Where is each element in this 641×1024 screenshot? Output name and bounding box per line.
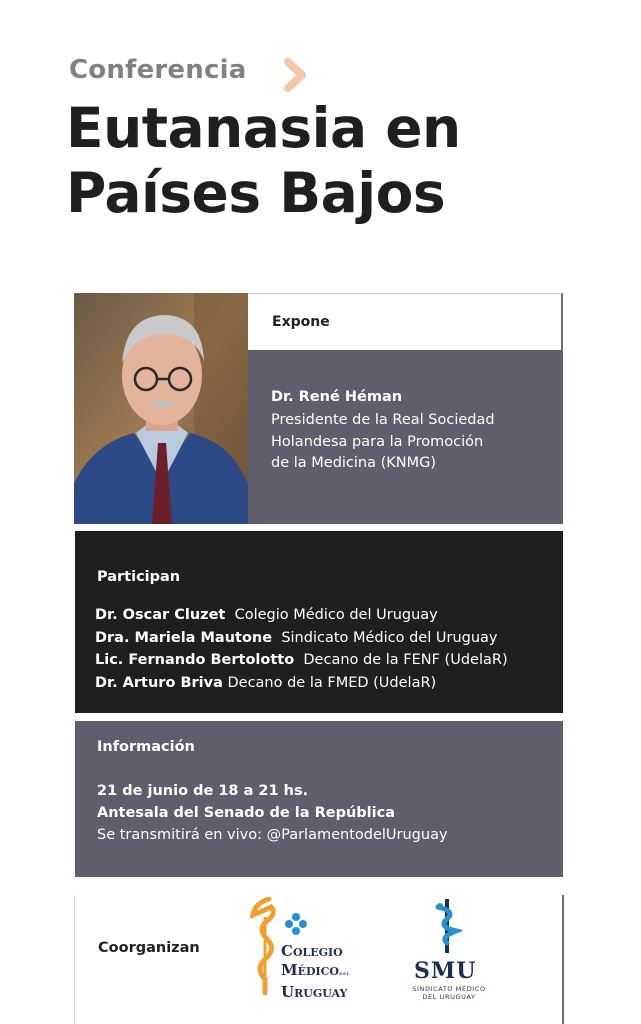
footer-divider-right [562,895,564,1024]
participant-row [95,672,508,695]
info-title: Información [97,739,195,755]
cmu-line: Colegio [281,942,343,960]
expone-label: Expone [272,314,330,330]
chevron-right-icon [282,58,310,92]
event-date: 21 de junio de 18 a 21 hs. [97,783,309,799]
participant-row [95,627,508,650]
participant-org: Decano de la FENF (UdelaR) [303,652,508,668]
page-title [66,96,461,226]
event-stream: Se transmitirá en vivo: @ParlamentodelUruguay [97,827,448,843]
participant-name: Dr. Arturo Briva [95,674,223,691]
kicker-label: Conferencia [69,55,247,85]
event-place: Antesala del Senado de la República [97,805,396,821]
cmu-line [281,961,350,983]
speaker-role-line: Presidente de la Real Sociedad [271,412,495,428]
colegio-medico-flower-icon [284,912,308,936]
participant-name: Dr. Oscar Cluzet [95,607,226,623]
participants-title: Participan [97,569,181,585]
cmu-line-medico: Médico [281,961,340,979]
speaker-photo [74,293,249,524]
speaker-role-line: Holandesa para la Promoción [271,433,484,450]
participant-org: Decano de la FMED (UdelaR) [227,674,437,691]
cmu-line: Uruguay [281,983,348,1001]
participant-org: Colegio Médico del Uruguay [234,607,438,623]
participant-org: Sindicato Médico del Uruguay [281,629,498,646]
colegio-medico-logo-text [281,942,350,1002]
speaker-role [271,410,556,475]
smu-caduceus-icon [432,897,462,955]
participant-row [95,604,508,627]
smu-acronym: SMU [414,958,477,984]
smu-sub-line: SINDICATO MÉDICO [412,985,486,993]
smu-subtitle [404,985,494,1001]
title-line-1: Eutanasia en [66,96,461,160]
title-line-2: Países Bajos [66,161,446,225]
participants-list [95,604,508,694]
coorganizers-label: Coorganizan [98,940,200,956]
speaker-name: Dr. René Héman [271,389,403,405]
cmu-del: del [339,970,350,977]
smu-sub-line: DEL URUGUAY [422,993,476,1001]
participant-name: Lic. Fernando Bertolotto [95,652,295,668]
participant-name: Dra. Mariela Mautone [95,629,273,646]
speaker-role-line: de la Medicina (KNMG) [271,455,437,471]
footer-divider-left [74,895,75,1024]
participant-row [95,649,508,672]
